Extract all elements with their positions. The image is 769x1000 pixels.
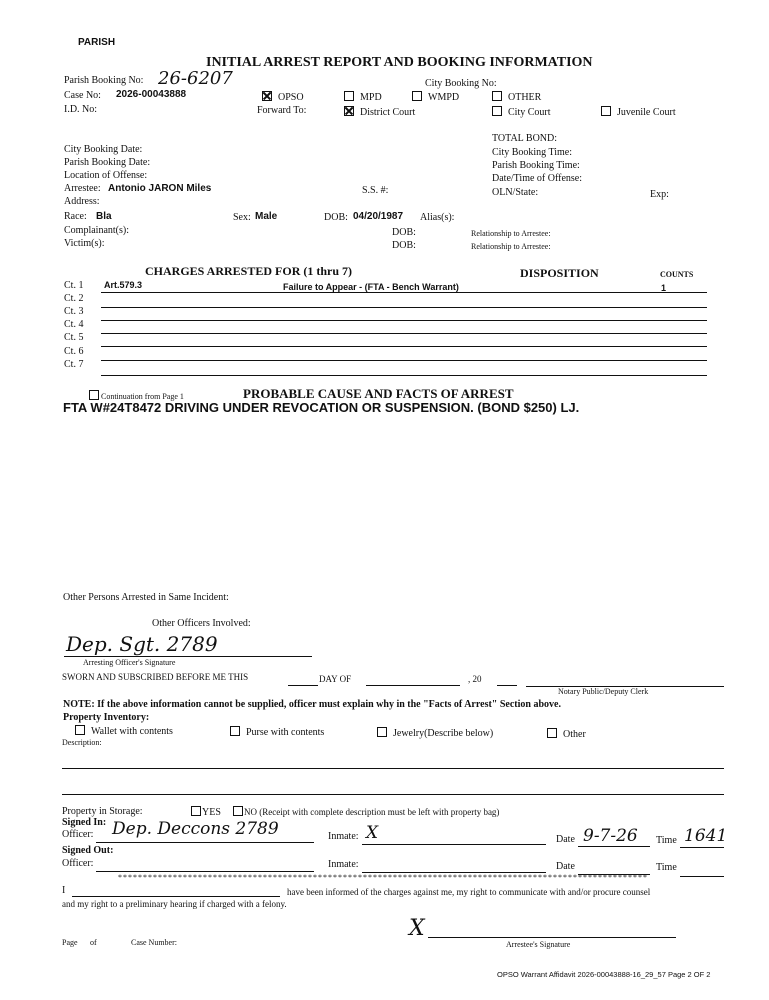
checkbox-icon: [191, 806, 201, 816]
informed-text: have been informed of the charges against me, my right to communicate with and/or procure counsel: [287, 887, 651, 897]
time-label: Time: [656, 835, 677, 846]
date-time-offense-label: Date/Time of Offense:: [492, 173, 582, 184]
name-line: [72, 896, 280, 897]
location-label: Location of Offense:: [64, 170, 148, 181]
other-officers-label: Other Officers Involved:: [152, 618, 251, 629]
signature-line: [64, 656, 312, 657]
officer-label: Officer:: [62, 829, 94, 840]
checkbox-icon: [547, 728, 557, 738]
property-other[interactable]: Other: [547, 728, 586, 740]
charge-ct-label: Ct. 1: [64, 280, 84, 291]
charge-line: [101, 360, 707, 361]
storage-label: Property in Storage:: [62, 806, 143, 817]
parish-booking-value: 26-6207: [158, 68, 233, 89]
court-district[interactable]: District Court: [344, 106, 415, 118]
exp-label: Exp:: [650, 189, 669, 200]
i-label: I: [62, 885, 66, 896]
storage-yes[interactable]: YES: [191, 806, 221, 818]
charge-line: [101, 346, 707, 347]
checkbox-icon: [492, 106, 502, 116]
parish-booking-date-label: Parish Booking Date:: [64, 157, 151, 168]
date-value: 9-7-26: [583, 826, 638, 846]
arrestee-signature-label: Arrestee's Signature: [506, 940, 571, 949]
time-value: 1641: [684, 826, 728, 846]
sworn-label: SWORN AND SUBSCRIBED BEFORE ME THIS: [62, 672, 249, 682]
parish-booking-label: Parish Booking No:: [64, 75, 144, 86]
page-label: Page: [62, 938, 78, 947]
arrestee-value: Antonio JARON Miles: [108, 183, 212, 194]
dob-label: DOB:: [324, 212, 348, 223]
charge-line: [101, 375, 707, 376]
document-footer: OPSO Warrant Affidavit 2026-00043888-16_29_57 Page 2 OF 2: [497, 970, 711, 979]
charge-ct-label: Ct. 5: [64, 332, 84, 343]
disposition-heading: DISPOSITION: [520, 266, 599, 280]
agency-opso[interactable]: OPSO: [262, 91, 304, 103]
sex-label: Sex:: [233, 212, 251, 223]
charge-description: Failure to Appear - (FTA - Bench Warrant): [283, 282, 459, 292]
informed-text-2: and my right to a preliminary hearing if charged with a felony.: [62, 899, 287, 909]
sworn-day-line: [288, 685, 318, 686]
charge-article: Art.579.3: [104, 280, 143, 290]
checkbox-icon: [492, 91, 502, 101]
complainant-label: Complainant(s):: [64, 225, 129, 236]
time-out-label: Time: [656, 862, 677, 873]
notary-label: Notary Public/Deputy Clerk: [558, 687, 649, 696]
property-wallet[interactable]: Wallet with contents: [75, 725, 173, 737]
arresting-officer-signature: Dep. Sgt. 2789: [66, 632, 218, 656]
sworn-month-line: [366, 685, 460, 686]
star-divider: **********************************************************************************************************: [118, 873, 648, 882]
inmate-label: Inmate:: [328, 831, 359, 842]
forward-to-label: Forward To:: [257, 105, 307, 116]
day-of-label: DAY OF: [319, 674, 352, 684]
charge-count: 1: [661, 283, 667, 293]
charge-line: [101, 333, 707, 334]
inmate-line: [362, 844, 546, 845]
property-inventory-heading: Property Inventory:: [63, 712, 150, 723]
inmate-signature: X: [366, 823, 379, 843]
case-number-label: Case Number:: [131, 938, 177, 947]
city-booking-date-label: City Booking Date:: [64, 144, 143, 155]
officer-line: [96, 842, 314, 843]
signed-in-label: Signed In:: [62, 817, 107, 828]
charge-line: [101, 320, 707, 321]
other-persons-label: Other Persons Arrested in Same Incident:: [63, 592, 229, 603]
charge-line: [101, 292, 707, 293]
description-line: [62, 768, 724, 769]
court-juvenile[interactable]: Juvenile Court: [601, 106, 676, 118]
checkbox-icon: [601, 106, 611, 116]
checkbox-icon: [230, 726, 240, 736]
dob-value: 04/20/1987: [353, 211, 404, 222]
officer-signature: Dep. Deccons 2789: [112, 819, 279, 839]
arrestee-x-mark: X: [409, 916, 425, 941]
parish-booking-time-label: Parish Booking Time:: [492, 160, 580, 171]
arrestee-label: Arrestee:: [64, 183, 101, 194]
victim-label: Victim(s):: [64, 238, 105, 249]
charge-ct-label: Ct. 6: [64, 346, 84, 357]
checkbox-icon: [233, 806, 243, 816]
checkbox-checked-icon: [262, 91, 272, 101]
agency-mpd[interactable]: MPD: [344, 91, 382, 103]
race-label: Race:: [64, 211, 87, 222]
sex-value: Male: [255, 211, 278, 222]
charge-ct-label: Ct. 2: [64, 293, 84, 304]
complainant-dob-label: DOB:: [392, 227, 416, 238]
year-label: , 20: [468, 674, 482, 684]
address-label: Address:: [64, 196, 100, 207]
property-jewelry[interactable]: Jewelry(Describe below): [377, 727, 493, 739]
note-text: NOTE: If the above information cannot be supplied, officer must explain why in the "Facts of Arrest" Section above.: [63, 699, 561, 710]
officer-out-label: Officer:: [62, 858, 94, 869]
parish-label: PARISH: [78, 37, 116, 48]
charge-line: [101, 307, 707, 308]
agency-wmpd[interactable]: WMPD: [412, 91, 459, 103]
victim-relationship-label: Relationship to Arrestee:: [471, 242, 551, 251]
description-label: Description:: [62, 738, 102, 747]
city-booking-label: City Booking No:: [425, 78, 497, 89]
total-bond-label: TOTAL BOND:: [492, 133, 558, 144]
date-label: Date: [556, 834, 575, 845]
checkbox-checked-icon: [344, 106, 354, 116]
arrestee-signature-line: [428, 937, 676, 938]
counts-heading: COUNTS: [660, 270, 694, 279]
id-label: I.D. No:: [64, 104, 98, 115]
checkbox-icon: [89, 390, 99, 400]
charge-ct-label: Ct. 4: [64, 319, 84, 330]
checkbox-icon: [377, 727, 387, 737]
inmate-out-label: Inmate:: [328, 859, 359, 870]
of-label: of: [90, 938, 97, 947]
checkbox-icon: [412, 91, 422, 101]
probable-cause-heading: PROBABLE CAUSE AND FACTS OF ARREST: [243, 386, 514, 401]
signed-out-label: Signed Out:: [62, 845, 114, 856]
form-title: INITIAL ARREST REPORT AND BOOKING INFORMATION: [206, 55, 593, 70]
property-purse[interactable]: Purse with contents: [230, 726, 324, 738]
oln-state-label: OLN/State:: [492, 187, 539, 198]
alias-label: Alias(s):: [420, 212, 455, 223]
case-value: 2026-00043888: [116, 89, 187, 100]
date-out-label: Date: [556, 861, 575, 872]
storage-no[interactable]: NO (Receipt with complete description must be left with property bag): [233, 806, 499, 817]
victim-dob-label: DOB:: [392, 240, 416, 251]
city-booking-time-label: City Booking Time:: [492, 147, 573, 158]
checkbox-icon: [75, 725, 85, 735]
sworn-year-line: [497, 685, 517, 686]
ss-label: S.S. #:: [362, 185, 389, 196]
case-label: Case No:: [64, 90, 101, 101]
court-city[interactable]: City Court: [492, 106, 551, 118]
time-out-line: [680, 876, 724, 877]
date-line: [578, 846, 650, 847]
probable-cause-text: FTA W#24T8472 DRIVING UNDER REVOCATION OR SUSPENSION. (BOND $250) LJ.: [63, 400, 580, 415]
signature-label: Arresting Officer's Signature: [83, 658, 176, 667]
continuation-checkbox[interactable]: Continuation from Page 1: [89, 390, 184, 401]
agency-other[interactable]: OTHER: [492, 91, 541, 103]
description-line: [62, 794, 724, 795]
charge-ct-label: Ct. 7: [64, 359, 84, 370]
officer-out-line: [96, 871, 314, 872]
time-line: [680, 847, 724, 848]
charge-ct-label: Ct. 3: [64, 306, 84, 317]
complainant-relationship-label: Relationship to Arrestee:: [471, 229, 551, 238]
charges-heading: CHARGES ARRESTED FOR (1 thru 7): [145, 264, 353, 278]
race-value: Bla: [96, 211, 112, 222]
checkbox-icon: [344, 91, 354, 101]
